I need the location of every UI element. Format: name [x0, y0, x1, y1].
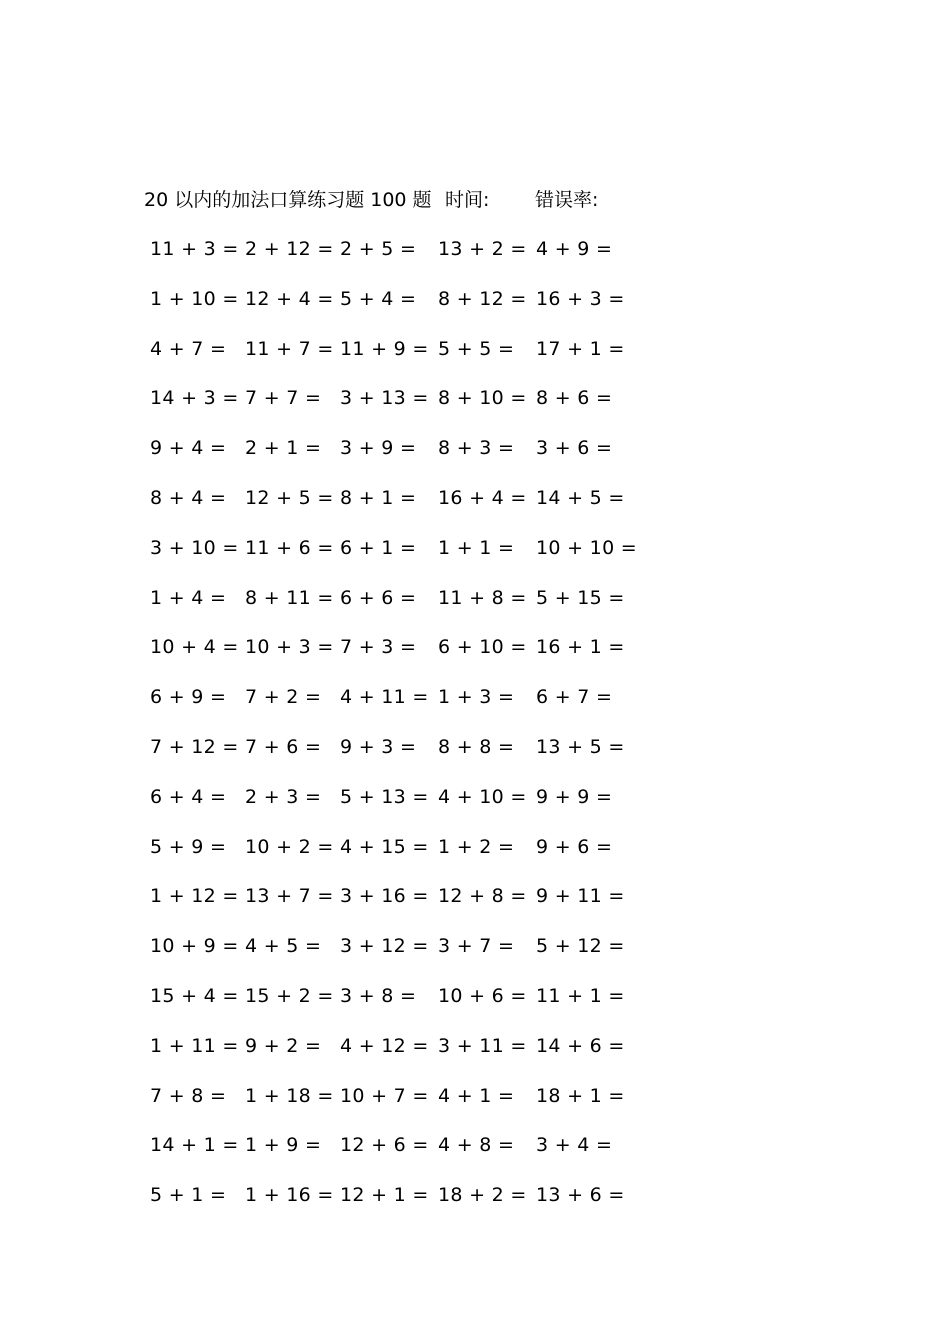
addition-problem: 1 + 10 = — [150, 288, 239, 310]
addition-problem: 6 + 10 = — [438, 636, 527, 658]
addition-problem: 15 + 2 = — [245, 985, 334, 1007]
addition-problem: 8 + 1 = — [340, 487, 417, 509]
error-rate-label: 错误率: — [535, 189, 599, 211]
addition-problem: 1 + 16 = — [245, 1184, 334, 1206]
addition-problem: 3 + 6 = — [536, 437, 613, 459]
addition-problem: 5 + 12 = — [536, 935, 625, 957]
addition-problem: 3 + 12 = — [340, 935, 429, 957]
addition-problem: 4 + 1 = — [438, 1085, 515, 1107]
addition-problem: 12 + 6 = — [340, 1134, 429, 1156]
addition-problem: 11 + 7 = — [245, 338, 334, 360]
addition-problem: 1 + 9 = — [245, 1134, 322, 1156]
addition-problem: 7 + 7 = — [245, 387, 322, 409]
addition-problem: 16 + 1 = — [536, 636, 625, 658]
addition-problem: 5 + 5 = — [438, 338, 515, 360]
addition-problem: 1 + 4 = — [150, 587, 227, 609]
addition-problem: 3 + 9 = — [340, 437, 417, 459]
addition-problem: 3 + 11 = — [438, 1035, 527, 1057]
addition-problem: 7 + 6 = — [245, 736, 322, 758]
addition-problem: 4 + 9 = — [536, 238, 613, 260]
addition-problem: 10 + 7 = — [340, 1085, 429, 1107]
addition-problem: 13 + 6 = — [536, 1184, 625, 1206]
addition-problem: 11 + 9 = — [340, 338, 429, 360]
addition-problem: 16 + 4 = — [438, 487, 527, 509]
addition-problem: 8 + 4 = — [150, 487, 227, 509]
addition-problem: 7 + 3 = — [340, 636, 417, 658]
addition-problem: 11 + 6 = — [245, 537, 334, 559]
addition-problem: 4 + 8 = — [438, 1134, 515, 1156]
addition-problem: 1 + 3 = — [438, 686, 515, 708]
addition-problem: 14 + 6 = — [536, 1035, 625, 1057]
addition-problem: 9 + 6 = — [536, 836, 613, 858]
addition-problem: 10 + 6 = — [438, 985, 527, 1007]
addition-problem: 2 + 5 = — [340, 238, 417, 260]
addition-problem: 1 + 18 = — [245, 1085, 334, 1107]
addition-problem: 7 + 2 = — [245, 686, 322, 708]
addition-problem: 18 + 2 = — [438, 1184, 527, 1206]
addition-problem: 9 + 3 = — [340, 736, 417, 758]
addition-problem: 8 + 10 = — [438, 387, 527, 409]
addition-problem: 8 + 3 = — [438, 437, 515, 459]
addition-problem: 11 + 1 = — [536, 985, 625, 1007]
addition-problem: 3 + 16 = — [340, 885, 429, 907]
addition-problem: 10 + 10 = — [536, 537, 638, 559]
addition-problem: 4 + 11 = — [340, 686, 429, 708]
addition-problem: 11 + 8 = — [438, 587, 527, 609]
addition-problem: 2 + 1 = — [245, 437, 322, 459]
addition-problem: 6 + 9 = — [150, 686, 227, 708]
addition-problem: 12 + 4 = — [245, 288, 334, 310]
addition-problem: 16 + 3 = — [536, 288, 625, 310]
addition-problem: 4 + 7 = — [150, 338, 227, 360]
addition-problem: 9 + 4 = — [150, 437, 227, 459]
addition-problem: 7 + 12 = — [150, 736, 239, 758]
addition-problem: 1 + 1 = — [438, 537, 515, 559]
addition-problem: 10 + 4 = — [150, 636, 239, 658]
addition-problem: 17 + 1 = — [536, 338, 625, 360]
addition-problem: 14 + 3 = — [150, 387, 239, 409]
addition-problem: 7 + 8 = — [150, 1085, 227, 1107]
addition-problem: 3 + 13 = — [340, 387, 429, 409]
addition-problem: 1 + 11 = — [150, 1035, 239, 1057]
addition-problem: 13 + 2 = — [438, 238, 527, 260]
addition-problem: 13 + 5 = — [536, 736, 625, 758]
addition-problem: 9 + 9 = — [536, 786, 613, 808]
addition-problem: 2 + 12 = — [245, 238, 334, 260]
addition-problem: 3 + 8 = — [340, 985, 417, 1007]
addition-problem: 6 + 7 = — [536, 686, 613, 708]
addition-problem: 10 + 2 = — [245, 836, 334, 858]
addition-problem: 12 + 5 = — [245, 487, 334, 509]
addition-problem: 14 + 1 = — [150, 1134, 239, 1156]
addition-problem: 14 + 5 = — [536, 487, 625, 509]
addition-problem: 4 + 15 = — [340, 836, 429, 858]
addition-problem: 18 + 1 = — [536, 1085, 625, 1107]
addition-problem: 4 + 12 = — [340, 1035, 429, 1057]
addition-problem: 3 + 7 = — [438, 935, 515, 957]
addition-problem: 9 + 11 = — [536, 885, 625, 907]
addition-problem: 12 + 1 = — [340, 1184, 429, 1206]
addition-problem: 12 + 8 = — [438, 885, 527, 907]
addition-problem: 10 + 9 = — [150, 935, 239, 957]
addition-problem: 5 + 4 = — [340, 288, 417, 310]
addition-problem: 5 + 15 = — [536, 587, 625, 609]
addition-problem: 8 + 8 = — [438, 736, 515, 758]
addition-problem: 6 + 1 = — [340, 537, 417, 559]
addition-problem: 1 + 12 = — [150, 885, 239, 907]
problem-grid — [150, 0, 670, 1344]
addition-problem: 5 + 13 = — [340, 786, 429, 808]
addition-problem: 13 + 7 = — [245, 885, 334, 907]
time-label: 时间: — [445, 189, 490, 211]
addition-problem: 6 + 6 = — [340, 587, 417, 609]
addition-problem: 5 + 1 = — [150, 1184, 227, 1206]
addition-problem: 3 + 4 = — [536, 1134, 613, 1156]
addition-problem: 10 + 3 = — [245, 636, 334, 658]
addition-problem: 15 + 4 = — [150, 985, 239, 1007]
addition-problem: 5 + 9 = — [150, 836, 227, 858]
addition-problem: 4 + 10 = — [438, 786, 527, 808]
addition-problem: 8 + 12 = — [438, 288, 527, 310]
addition-problem: 9 + 2 = — [245, 1035, 322, 1057]
worksheet-title: 20 以内的加法口算练习题 100 题 — [144, 189, 432, 211]
addition-problem: 1 + 2 = — [438, 836, 515, 858]
addition-problem: 4 + 5 = — [245, 935, 322, 957]
addition-problem: 8 + 6 = — [536, 387, 613, 409]
addition-problem: 8 + 11 = — [245, 587, 334, 609]
addition-problem: 6 + 4 = — [150, 786, 227, 808]
addition-problem: 3 + 10 = — [150, 537, 239, 559]
addition-problem: 11 + 3 = — [150, 238, 239, 260]
addition-problem: 2 + 3 = — [245, 786, 322, 808]
